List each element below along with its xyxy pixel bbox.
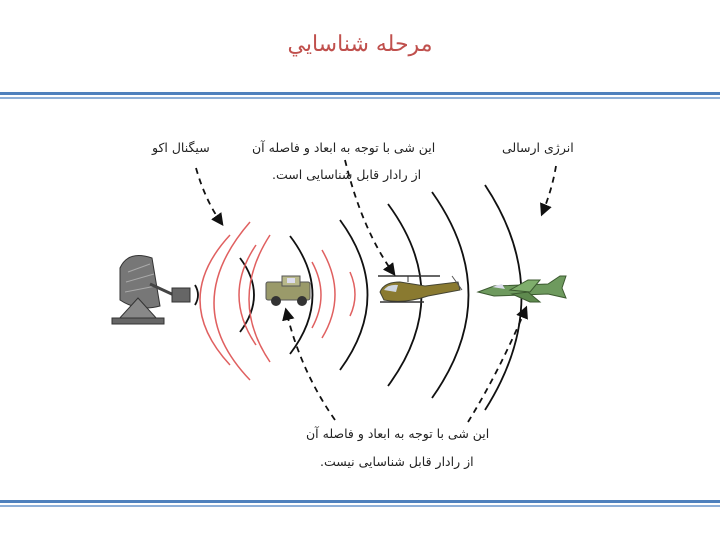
radar-dish-icon <box>112 256 190 324</box>
bottom-divider <box>0 500 720 507</box>
echo-wave <box>322 250 335 338</box>
label-visible-object-line1: این شی با توجه به ابعاد و فاصله آن <box>252 140 436 155</box>
transmitted-wave <box>340 220 368 370</box>
arrow-transmitted-energy <box>542 166 556 214</box>
transmitted-wave <box>195 285 198 305</box>
label-hidden-object-line2: از رادار قابل شناسایی نیست. <box>320 454 474 469</box>
label-echo-signal: سیگنال اکو <box>152 140 210 155</box>
echo-wave <box>214 222 250 380</box>
transmitted-waves <box>195 185 522 410</box>
transmitted-wave <box>485 185 522 410</box>
fighter-jet-icon <box>478 276 566 302</box>
arrow-hidden-jet <box>468 308 526 422</box>
label-hidden-object-line1: این شی با توجه به ابعاد و فاصله آن <box>306 426 490 441</box>
military-truck-icon <box>266 276 310 306</box>
page-title: مرحله شناسايي <box>287 32 433 57</box>
transmitted-wave <box>432 192 469 398</box>
arrow-echo-signal <box>196 168 222 224</box>
label-transmitted-energy: انرژی ارسالی <box>502 140 574 155</box>
echo-wave <box>350 272 355 316</box>
label-visible-object-line2: از رادار قابل شناسایی است. <box>272 167 422 182</box>
